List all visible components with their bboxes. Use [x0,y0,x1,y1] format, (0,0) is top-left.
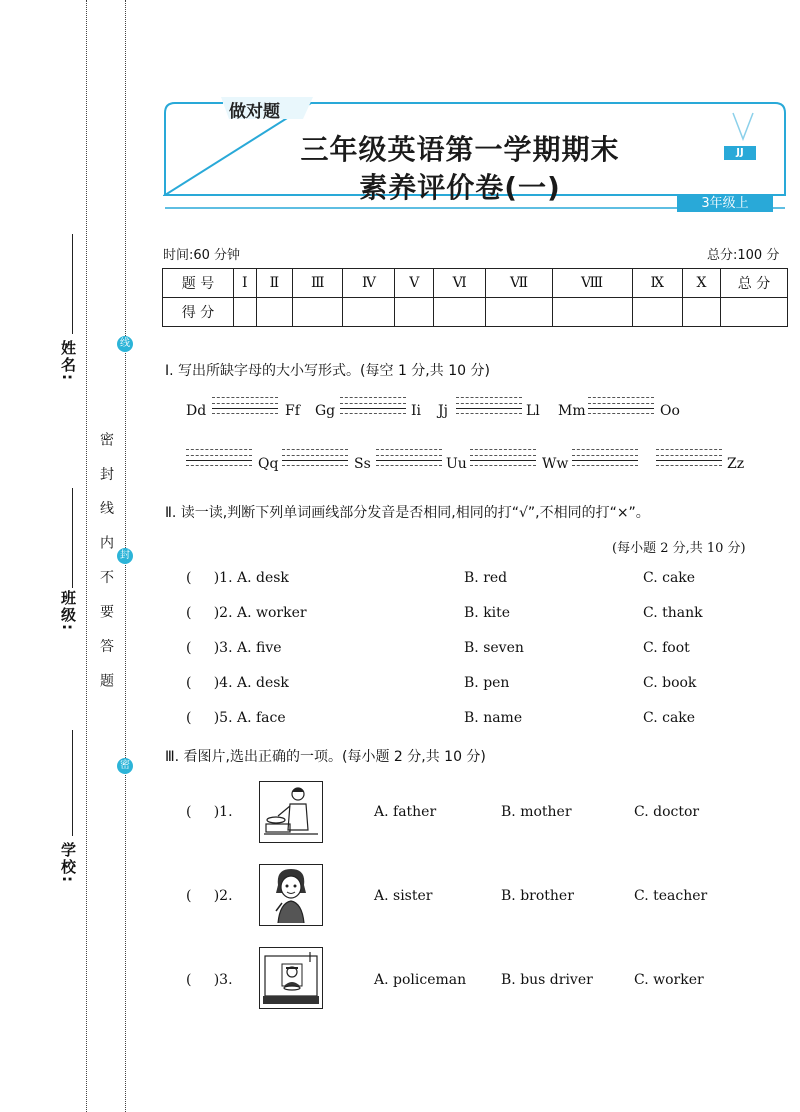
total-label: 总 分 [721,269,788,298]
s3-item3-c: C. worker [634,972,704,988]
s2-item5-c: C. cake [643,710,696,726]
col-5: Ⅴ [395,269,434,298]
logo-zuoduiti: 做对题 [229,102,280,122]
letter-blank[interactable] [456,397,522,413]
section2-points: (每小题 2 分,共 10 分) [612,541,746,556]
s2-item3-c: C. foot [643,640,690,656]
brand-badge: JJ [724,146,756,160]
question-number-label: 题 号 [163,269,234,298]
score-cell[interactable] [632,298,682,327]
seal-badge-xian: 线 [117,336,133,352]
class-label: 班级: [59,590,77,632]
letter-blank[interactable] [470,449,536,465]
score-cell[interactable] [293,298,343,327]
letter-blank[interactable] [656,449,722,465]
s3-item1-b: B. mother [501,804,572,820]
letter-Uu: Uu [446,456,467,472]
col-2: Ⅱ [256,269,292,298]
score-cell[interactable] [682,298,720,327]
girl-picture [259,864,323,926]
s2-item5-a[interactable]: ( )5. A. face [186,710,286,726]
score-table [162,268,788,327]
letter-blank[interactable] [212,397,278,413]
s3-item3-a: A. policeman [374,972,467,988]
grade-tag: 3年级上 [677,195,773,212]
s2-item4-c: C. book [643,675,697,691]
binding-dotted-line-left [86,0,87,1112]
s2-item1-a[interactable]: ( )1. A. desk [186,570,289,586]
s2-item2-a[interactable]: ( )2. A. worker [186,605,307,621]
total-score-cell[interactable] [721,298,788,327]
col-4: Ⅳ [343,269,395,298]
section1-title: Ⅰ. 写出所缺字母的大小写形式。(每空 1 分,共 10 分) [165,363,490,379]
s3-item3-num[interactable]: ( )3. [186,972,233,988]
s3-item2-c: C. teacher [634,888,708,904]
letter-Gg: Gg [315,403,336,419]
score-cell[interactable] [256,298,292,327]
col-10: Ⅹ [682,269,720,298]
school-label: 学校: [59,842,77,884]
score-cell[interactable] [486,298,552,327]
letter-Ff: Ff [285,403,300,419]
s2-item5-b: B. name [464,710,523,726]
exam-total-score: 总分:100 分 [707,248,780,263]
s3-item1-c: C. doctor [634,804,700,820]
s3-item2-a: A. sister [374,888,433,904]
exam-time: 时间:60 分钟 [163,248,241,263]
class-field-line[interactable] [72,488,73,588]
s2-item2-c: C. thank [643,605,703,621]
seal-notice: 密 封 线 内 不 要 答 题 [98,432,114,696]
s3-item1-a: A. father [374,804,437,820]
s2-item3-b: B. seven [464,640,524,656]
score-cell[interactable] [343,298,395,327]
score-label: 得 分 [163,298,234,327]
letter-Ss: Ss [354,456,371,472]
score-cell[interactable] [552,298,632,327]
letter-blank[interactable] [186,449,252,465]
s2-item4-a[interactable]: ( )4. A. desk [186,675,289,691]
score-cell[interactable] [395,298,434,327]
score-cell[interactable] [234,298,257,327]
score-table-score-row [163,298,788,327]
s2-item1-b: B. red [464,570,508,586]
section2-title: Ⅱ. 读一读,判断下列单词画线部分发音是否相同,相同的打“√”,不相同的打“×”。 [165,505,650,521]
col-6: Ⅵ [434,269,486,298]
s2-item1-c: C. cake [643,570,696,586]
score-table-header-row [163,269,788,298]
s3-item2-b: B. brother [501,888,574,904]
letter-Ll: Ll [526,403,540,419]
letter-Qq: Qq [258,456,279,472]
exam-title-line2: 素养评价卷(一) [359,171,561,204]
bus-driver-picture [259,947,323,1009]
name-label: 姓名: [59,340,77,382]
letter-blank[interactable] [376,449,442,465]
letter-Ww: Ww [542,456,569,472]
col-3: Ⅲ [293,269,343,298]
s2-item4-b: B. pen [464,675,510,691]
seal-badge-feng: 封 [117,548,133,564]
s3-item1-num[interactable]: ( )1. [186,804,233,820]
letter-blank[interactable] [572,449,638,465]
exam-title-line1: 三年级英语第一学期期末 [300,133,620,166]
seal-badge-mi: 密 [117,758,133,774]
col-8: Ⅷ [552,269,632,298]
score-cell[interactable] [434,298,486,327]
letter-Mm: Mm [558,403,586,419]
letter-blank[interactable] [588,397,654,413]
s3-item2-num[interactable]: ( )2. [186,888,233,904]
s2-item3-a[interactable]: ( )3. A. five [186,640,282,656]
letter-Ii: Ii [411,403,422,419]
col-9: Ⅸ [632,269,682,298]
col-1: Ⅰ [234,269,257,298]
name-field-line[interactable] [72,234,73,334]
s3-item3-b: B. bus driver [501,972,593,988]
section3-title: Ⅲ. 看图片,选出正确的一项。(每小题 2 分,共 10 分) [165,749,486,765]
cooking-mother-picture [259,781,323,843]
letter-Dd: Dd [186,403,207,419]
s2-item2-b: B. kite [464,605,511,621]
letter-Zz: Zz [727,456,745,472]
letter-Oo: Oo [660,403,680,419]
letter-Jj: Jj [438,403,448,419]
col-7: Ⅶ [486,269,552,298]
letter-blank[interactable] [282,449,348,465]
school-field-line[interactable] [72,730,73,836]
letter-blank[interactable] [340,397,406,413]
